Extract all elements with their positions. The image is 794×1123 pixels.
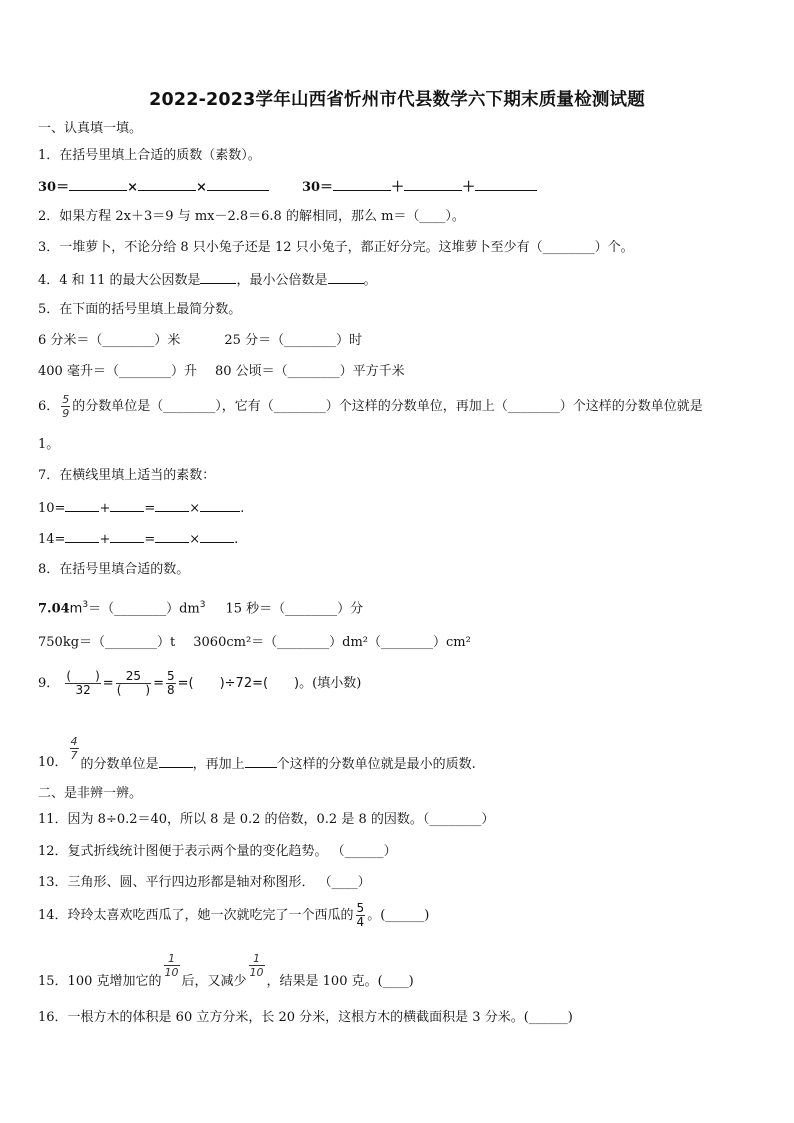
question-3: 3．一堆萝卜，不论分给 8 只小兔子还是 12 只小兔子，都正好分完。这堆萝卜至少有（________）个。 <box>38 240 634 255</box>
answer-blank[interactable] <box>200 530 234 543</box>
answer-blank[interactable] <box>404 178 462 191</box>
page-title: 2022-2023学年山西省忻州市代县数学六下期末质量检测试题 <box>149 90 645 110</box>
answer-blank[interactable] <box>110 499 144 512</box>
question-14: 14．玲玲太喜欢吃西瓜了，她一次就吃完了一个西瓜的 $\frac{5}{4}$ 。(______) <box>38 901 430 929</box>
question-7-row-2: 14= + = × . <box>38 532 239 547</box>
fraction: $\frac{5}{8}$ <box>166 669 175 697</box>
answer-blank[interactable] <box>65 530 99 543</box>
answer-blank[interactable] <box>65 499 99 512</box>
question-8: 8．在括号里填合适的数。 <box>38 562 190 577</box>
question-4: 4．4 和 11 的最大公因数是 ，最小公倍数是 。 <box>38 273 377 288</box>
fraction: $\frac{4}{7}$ <box>70 735 78 762</box>
question-16: 16．一根方木的体积是 60 立方分米，长 20 分米，这根方木的横截面积是 3 分米。(______) <box>38 1010 573 1025</box>
fraction: $\frac{5}{4}$ <box>356 901 365 929</box>
question-10: 10． $\frac{4}{7}$ 的分数单位是 ，再加上 个这样的分数单位就是最小的质数. <box>38 735 476 772</box>
fraction: $\frac{1}{10}$ <box>249 952 264 979</box>
question-9: 9． $\frac{( )}{32}$ = $\frac{25}{( )}$ = $\frac{5}{8}$ =( )÷72=( )。(填小数) <box>38 669 362 697</box>
question-15: 15．100 克增加它的 $\frac{1}{10}$ 后，又减少 $\frac{1}{10}$ ，结果是 100 克。(____) <box>38 952 414 989</box>
question-5-row-1: 6 分米＝（________）米 25 分＝（________）时 <box>38 333 363 348</box>
question-1-blanks: 30＝ × × 30＝ ＋ ＋ <box>38 178 537 196</box>
answer-blank[interactable] <box>475 178 537 191</box>
fraction: $\frac{( )}{32}$ <box>66 669 100 697</box>
question-7-row-1: 10= + = × . <box>38 501 245 516</box>
fraction: $\frac{25}{( )}$ <box>116 669 151 697</box>
question-5-row-2: 400 毫升＝（________）升 80 公顷＝（________）平方千米 <box>38 364 405 379</box>
answer-blank[interactable] <box>200 271 236 284</box>
question-5: 5．在下面的括号里填上最简分数。 <box>38 302 242 317</box>
question-6: 6． $\frac{5}{9}$ 的分数单位是（________），它有（________）个这样的分数单位，再加上（________）个这样的分数单位就是 <box>38 393 703 420</box>
answer-blank[interactable] <box>245 755 277 768</box>
section-heading-fill: 一、认真填一填。 <box>38 121 143 136</box>
section-heading-judge: 二、是非辨一辨。 <box>38 786 143 801</box>
answer-blank[interactable] <box>159 755 193 768</box>
question-8-row-1: $7.04m^3=(\_\_\_\_\_\_\_\_)dm^3$ 15 秒＝（________）分 <box>38 600 364 617</box>
answer-blank[interactable] <box>200 499 240 512</box>
question-2: 2．如果方程 2x＋3＝9 与 mx－2.8＝6.8 的解相同，那么 m＝（____）。 <box>38 209 465 224</box>
answer-blank[interactable] <box>69 178 127 191</box>
answer-blank[interactable] <box>333 178 391 191</box>
question-6-continued: 1。 <box>38 437 60 452</box>
answer-blank[interactable] <box>328 271 364 284</box>
question-13: 13．三角形、圆、平行四边形都是轴对称图形． （____） <box>38 875 371 890</box>
question-8-row-2: 750kg＝（________）t 3060cm²＝（________）dm²（________）cm² <box>38 635 471 650</box>
question-12: 12．复式折线统计图便于表示两个量的变化趋势。 （______） <box>38 844 397 859</box>
answer-blank[interactable] <box>110 530 144 543</box>
question-1: 1．在括号里填上合适的质数（素数）。 <box>38 148 261 163</box>
answer-blank[interactable] <box>155 499 189 512</box>
answer-blank[interactable] <box>138 178 196 191</box>
answer-blank[interactable] <box>155 530 189 543</box>
fraction: $\frac{1}{10}$ <box>164 952 179 979</box>
question-7: 7．在横线里填上适当的素数： <box>38 468 216 483</box>
fraction: $\frac{5}{9}$ <box>62 393 70 420</box>
question-11: 11．因为 8÷0.2＝40，所以 8 是 0.2 的倍数，0.2 是 8 的因数。（________） <box>38 812 495 827</box>
answer-blank[interactable] <box>207 178 269 191</box>
